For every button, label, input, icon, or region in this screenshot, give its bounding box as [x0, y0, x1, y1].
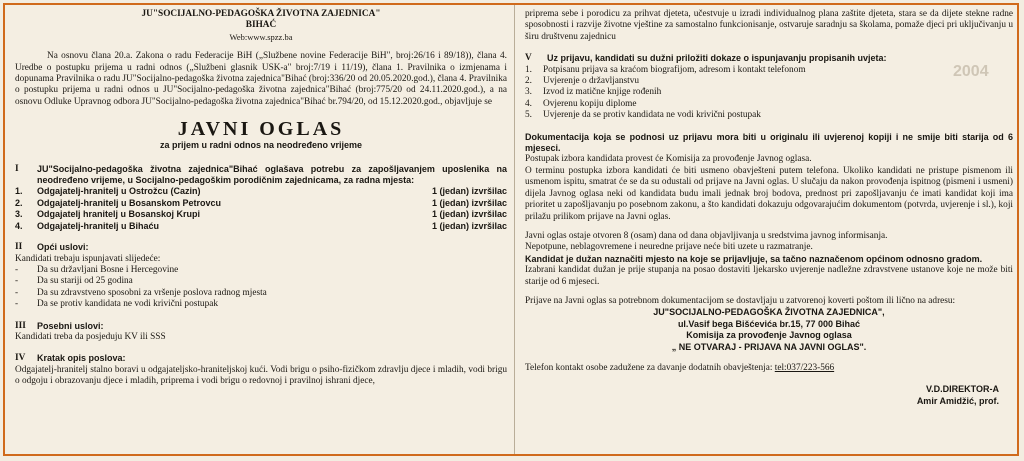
position-number: 3.	[15, 209, 23, 220]
signature-role: V.D.DIREKTOR-A	[925, 384, 999, 395]
address-line-1: JU"SOCIJALNO-PEDAGOŠKA ŽIVOTNA ZAJEDNICA",	[653, 307, 885, 318]
address-line-2: ul.Vasif bega Bišćevića br.15, 77 000 Bihać	[677, 318, 861, 329]
documents-list	[525, 65, 1013, 122]
section-2-lead: Kandidati trebaju ispunjavati slijedeće:	[15, 253, 161, 264]
position-number: 1.	[15, 186, 23, 197]
list-item	[525, 87, 1013, 98]
position-row	[15, 198, 507, 209]
location-notice: Kandidat je dužan naznačiti mjesto na koje se prijavljuje, sa tačno naznačenom općinom odnosno gradom.	[525, 253, 983, 264]
incomplete-notice: Nepotpune, neblagovremene i neuredne prijave neće biti uzete u razmatranje.	[525, 242, 813, 253]
selection-procedure: Postupak izbora kandidata provest će Komisija za provođenje Javnog oglasa.	[525, 154, 812, 165]
documents-notice: Dokumentacija koja se podnosi uz prijavu mora biti u originalu ili uvjerenoj kopiji i ne smije biti starija od 6 mjeseci.	[525, 131, 1013, 154]
section-3-number: III	[15, 320, 26, 331]
position-row	[15, 221, 507, 232]
position-row	[15, 209, 507, 220]
position-qty: 1 (jedan) izvršilac	[431, 209, 507, 220]
signature-name: Amir Amidžić, prof.	[916, 395, 999, 406]
bleed-through-number: 2004	[953, 63, 989, 80]
list-item	[525, 99, 1013, 110]
item-text: Uvjerenje da se protiv kandidata ne vodi krivični postupak	[543, 110, 761, 121]
org-web[interactable]: Web:www.spzz.ba	[229, 31, 293, 42]
address-lead: Prijave na Javni oglas sa potrebnom dokumentacijom se dostavljaju u zatvorenoj koverti poštom ili lično na adresu:	[525, 295, 956, 306]
position-number: 4.	[15, 220, 23, 231]
list-item: - Da su državljani Bosne i Hercegovine	[15, 264, 179, 275]
section-1-number: I	[15, 163, 19, 174]
position-row	[15, 186, 507, 197]
position-title: Odgajatelj-hranitelj u Bihaću	[37, 220, 160, 231]
section-3-title: Posebni uslovi:	[37, 320, 104, 331]
position-qty: 1 (jedan) izvršilac	[431, 197, 507, 208]
section-2-heading	[15, 242, 507, 253]
positions-list	[15, 186, 507, 232]
item-number: 3.	[525, 87, 532, 98]
list-item: - Da su stariji od 25 godina	[15, 276, 133, 287]
item-text: Potpisanu prijava sa kraćom biografijom, adresom i kontakt telefonom	[543, 64, 806, 75]
position-number: 2.	[15, 197, 23, 208]
section-5-number: V	[525, 53, 532, 64]
ad-title: JAVNI OGLAS	[177, 118, 345, 141]
right-column	[525, 9, 1013, 407]
condition-text: Da se protiv kandidata ne vodi krivični postupak	[37, 299, 218, 310]
phone-number[interactable]: tel:037/223-566	[774, 362, 835, 373]
condition-text: Da su zdravstveno sposobni za vršenje poslova radnog mjesta	[37, 287, 267, 298]
position-qty: 1 (jedan) izvršilac	[431, 220, 507, 231]
list-item	[525, 76, 1013, 87]
ad-frame	[3, 3, 1019, 456]
list-item: - Da su zdravstveno sposobni za vršenje poslova radnog mjesta	[15, 287, 267, 298]
section-2-title: Opći uslovi:	[37, 242, 89, 253]
item-number: 1.	[525, 64, 532, 75]
section-5-heading	[525, 53, 1013, 64]
org-name: JU"SOCIJALNO-PEDAGOŠKA ŽIVOTNA ZAJEDNICA"	[141, 9, 381, 19]
section-3-heading	[15, 321, 507, 332]
list-item	[525, 110, 1013, 121]
item-text: Uvjerenje o državljanstvu	[543, 76, 640, 87]
position-title: Odgajatelj-hranitelj u Ostrožcu (Cazin)	[37, 186, 201, 197]
section-5-title: Uz prijavu, kandidati su dužni priložiti dokaze o ispunjavanju propisanih uvjeta:	[547, 53, 887, 64]
section-4-title: Kratak opis poslova:	[37, 353, 126, 364]
address-line-3: Komisija za provođenje Javnog oglasa	[686, 330, 852, 341]
section-2-number: II	[15, 242, 23, 253]
medical-notice: Izabrani kandidat dužan je prije stupanja na posao dostaviti ljekarsko uvjerenje nadležne zdravstvene ustanove koje ne može biti starije od 6 mjeseci.	[525, 265, 1013, 287]
item-number: 2.	[525, 76, 532, 87]
general-conditions-list	[15, 265, 507, 311]
ad-subtitle: za prijem u radni odnos na neodređeno vrijeme	[159, 140, 363, 151]
address-line-4: „ NE OTVARAJ - PRIJAVA NA JAVNI OGLAS".	[671, 341, 867, 352]
position-title: Odgajatelj-hranitelj u Bosanskom Petrovcu	[37, 197, 222, 208]
open-period: Javni oglas ostaje otvoren 8 (osam) dana od dana objavljivanja u sredstvima javnog informisanja.	[525, 230, 888, 241]
item-number: 5.	[525, 110, 532, 121]
left-column	[15, 9, 507, 388]
condition-text: Da su državljani Bosne i Hercegovine	[37, 264, 179, 275]
org-city: BIHAĆ	[245, 20, 277, 31]
phone-line	[525, 363, 1013, 374]
section-4-number: IV	[15, 353, 26, 364]
position-title: Odgajatelj hranitelj u Bosanskoj Krupi	[37, 209, 201, 220]
condition-text: Da su stariji od 25 godina	[37, 276, 133, 287]
section-1	[15, 164, 507, 187]
list-item: - Da se protiv kandidata ne vodi krivični postupak	[15, 299, 218, 310]
section-4-continued: priprema sebe i porodicu za prihvat djeteta, učestvuje u izradi individualnog plana zaštite djeteta, stara se da dijete stekne radne sposobnosti i razvije životne vještine za samostalno funkcionisanje, ostvaruje saradnju sa školama, pomaže djeci pri uključivanju u širu društvenu zajednicu	[525, 9, 1013, 42]
section-4-heading	[15, 353, 507, 364]
section-1-text: JU"Socijalno-pedagoška životna zajednica"Bihać oglašava potrebu za zapošljavanjem uposlenika na neodređeno vrijeme, u Socijalno-pedagoškim porodičnim zajednicama, za radna mjesta:	[37, 163, 507, 186]
phone-label: Telefon kontakt osobe zadužene za davanje dodatnih obavještenja:	[525, 362, 773, 373]
item-number: 4.	[525, 98, 532, 109]
item-text: Ovjerenu kopiju diplome	[543, 98, 637, 109]
item-text: Izvod iz matične knjige rođenih	[543, 87, 662, 98]
intro-paragraph: Na osnovu člana 20.a. Zakona o radu Federacije BiH („Službene novine Federacije BiH", broj:26/16 i 89/18)), člana 4. Uredbe o postupku prijema u radni odnos („Službeni glasnik USK-a" broj:7/19 i 11/19), člana 1. Pravilnika o izmjenama i dopunama Pravilnika o radu JU"Socijalno-pedagoška životna zajednica"Bihać (broj:336/20 od 20.05.2020.god.), člana 4. Pravilnika o postupku prijema u radni odnos u JU"Socijalno-pedagoška životna zajednica"Bihać (broj:775/20 od 24.11.2020.god.), a na osnovu Odluke Upravnog odbora JU"Socijalno-pedagoška životna zajednica"Bihać br.794/20, od 15.12.2020.god., objavljuje se	[15, 51, 507, 107]
section-4-text: Odgajatelj-hranitelj stalno boravi u odgajateljsko-hraniteljskoj kući. Vodi brigu o psiho-fizičkom zdravlju djece i mladih, vodi brigu o odgoju i obrazovanju djece i mladih, priprema i vodi brigu o redovnoj i pravilnoj ishrani djece,	[15, 364, 507, 387]
column-divider	[514, 5, 515, 454]
list-item	[525, 65, 1013, 76]
position-qty: 1 (jedan) izvršilac	[431, 186, 507, 197]
section-3-text: Kandidati treba da posjeduju KV ili SSS	[15, 331, 166, 342]
selection-details: O terminu postupka izbora kandidati će biti usmeno obavješteni putem telefona. Ukoliko kandidati ne pristupe pismenom ili usmenom ispitu, smatrat će se da su odustali od prijave na Javni oglas. U slučaju da nakon provođenja ispitnog (pismeni i usmeni) dijela Javnog oglasa neki od kandidata budu imali jednak broj bodova, prednost pri zapošljavanju će imati kandidat koji ima prioritet u zapošljavanju po posebnom zakonu, a što kandidati dokazuju odgovarajućim dokumentom (potvrda, uvjerenje i sl.), koji prilažu prilikom prijave na Javni oglas.	[525, 165, 1013, 222]
